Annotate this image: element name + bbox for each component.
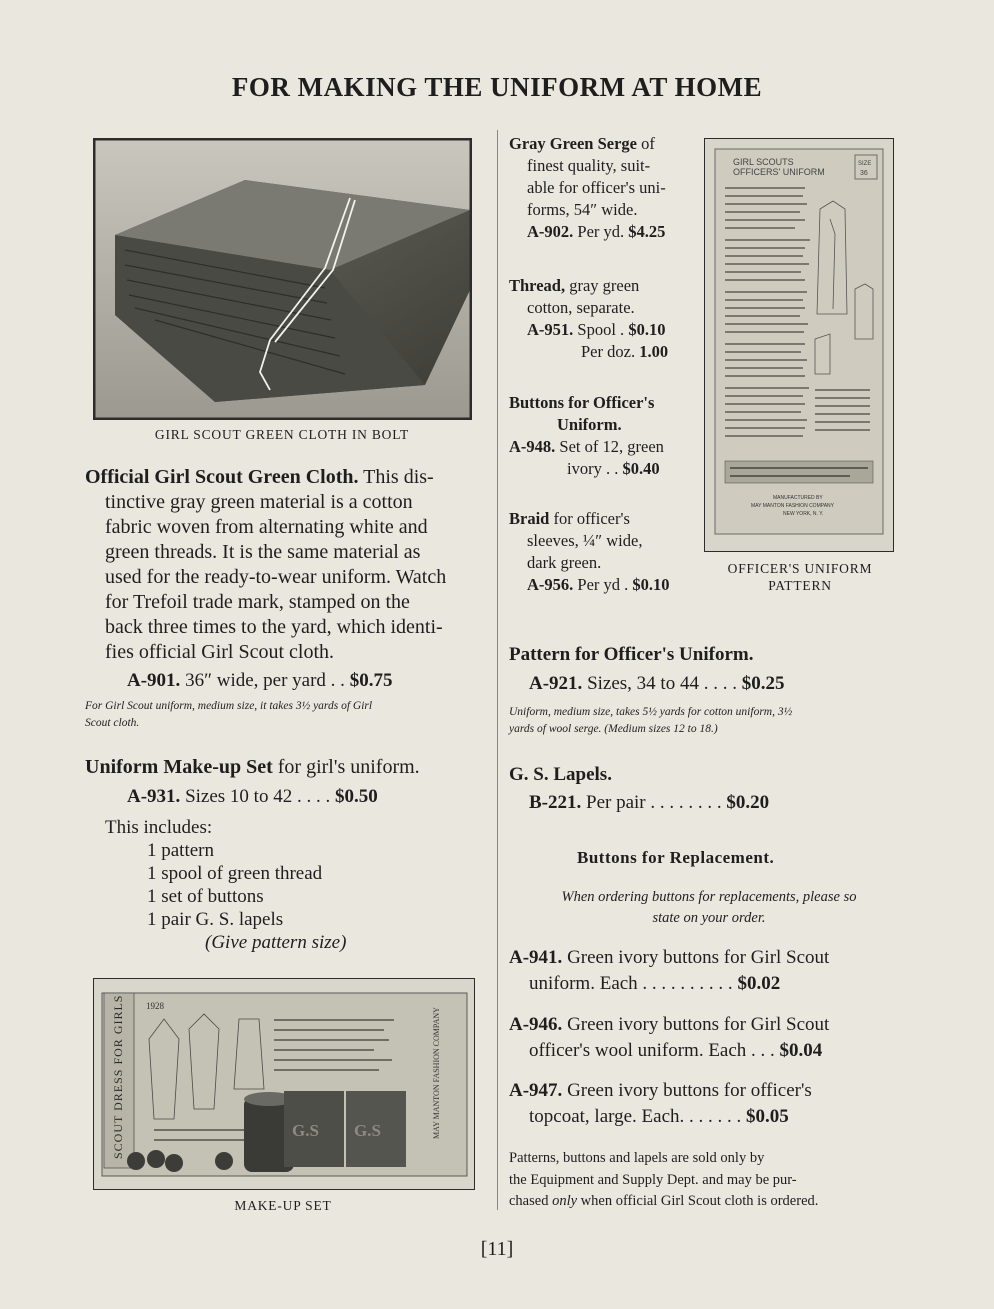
product-code: A-947. [509, 1080, 563, 1101]
product-code: A-901. [127, 670, 181, 691]
list-item: 1 spool of green thread [147, 863, 323, 884]
replacement-heading: Buttons for Replacement. [577, 848, 775, 867]
envelope-title: SCOUT DRESS FOR GIRLS [111, 994, 125, 1159]
cloth-description: Official Girl Scout Green Cloth. This dis- tinctive gray green material is a cotton fabric woven from alternating white and green threads. It is the same material as used for the ready-to-wear uniform. Watch for Trefoil trade mark, stamped on the back three times to the yard, which identi- fies official Girl Scout cloth. [85, 466, 447, 663]
product-code: A-931. [127, 786, 181, 807]
product-code: A-902. [527, 222, 574, 241]
braid-heading: Braid [509, 509, 550, 528]
list-item: 1 pair G. S. lapels [147, 909, 284, 930]
price: $0.05 [746, 1106, 789, 1127]
serge-block: Gray Green Serge of finest quality, suit- able for officer's uni- forms, 54″ wide. A-902. Per yd. $4.25 [509, 134, 666, 241]
thread-heading: Thread, [509, 276, 566, 295]
pattern-note: Uniform, medium size, takes 5½ yards for cotton uniform, 3½ yards of wool serge. (Medium sizes 12 to 18.) [509, 706, 793, 735]
price: $0.50 [334, 786, 378, 807]
pattern-heading: Pattern for Officer's Uniform. [509, 644, 754, 665]
price: $0.20 [726, 792, 770, 813]
lapel-text-2: G.S [354, 1121, 381, 1140]
replacement-note: When ordering buttons for replacements, please so state on your order. [561, 889, 857, 926]
makeup-includes: This includes: [105, 817, 213, 838]
pattern-mfr-2: MAY MANTON FASHION COMPANY [751, 503, 834, 509]
cloth-note: For Girl Scout uniform, medium size, it takes 3½ yards of Girl Scout cloth. [85, 700, 373, 729]
cloth-price-line: A-901. 36″ wide, per yard . . $0.75 [127, 670, 393, 691]
list-item: 1 set of buttons [147, 886, 264, 907]
product-code: A-946. [509, 1014, 563, 1035]
product-code: A-956. [527, 575, 574, 594]
officer-buttons-block: Buttons for Officer's Uniform. A-948. Set of 12, green ivory . . $0.40 [509, 393, 664, 478]
pattern-size-label: SIZE [858, 161, 872, 167]
pattern-size: 36 [860, 170, 868, 177]
price: $0.10 [632, 575, 670, 594]
page-title: FOR MAKING THE UNIFORM AT HOME [231, 72, 763, 102]
product-code: B-221. [529, 792, 582, 813]
makeup-set-photo [93, 978, 475, 1190]
serge-heading: Gray Green Serge [509, 134, 637, 153]
pattern-mfr-1: MANUFACTURED BY [773, 495, 823, 501]
makeup-items-list [147, 839, 322, 931]
pattern-title-1: GIRL SCOUTS [733, 157, 794, 167]
price: 1.00 [639, 342, 669, 361]
product-code: A-941. [509, 947, 563, 968]
cloth-bolt-caption: GIRL SCOUT GREEN CLOTH IN BOLT [154, 427, 410, 442]
replacement-item: A-947. Green ivory buttons for officer's topcoat, large. Each. . . . . . . $0.05 [509, 1080, 812, 1127]
column-divider [497, 130, 498, 1210]
price: $0.10 [628, 320, 666, 339]
list-item: 1 pattern [147, 840, 215, 861]
cloth-heading: Official Girl Scout Green Cloth. [85, 466, 359, 488]
envelope-year: 1928 [146, 1001, 164, 1011]
braid-block: Braid for officer's sleeves, ¼″ wide, dark green. A-956. Per yd . $0.10 [509, 509, 670, 594]
thread-block: Thread, gray green cotton, separate. A-951. Spool . $0.10 Per doz. 1.00 [509, 276, 669, 361]
pattern-mfr-3: NEW YORK, N. Y. [783, 511, 824, 517]
officer-pattern-caption: OFFICER'S UNIFORM PATTERN [727, 561, 873, 593]
price: $0.40 [622, 459, 660, 478]
price: $0.02 [737, 973, 781, 994]
page-number: [11] [480, 1238, 514, 1260]
cloth-bolt-photo [93, 138, 472, 420]
price: $0.04 [779, 1040, 823, 1061]
pattern-price-line: A-921. Sizes, 34 to 44 . . . . $0.25 [529, 673, 785, 694]
officer-pattern-image [704, 138, 894, 552]
price: $0.25 [741, 673, 785, 694]
lapels-heading: G. S. Lapels. [509, 764, 612, 785]
product-code: A-921. [529, 673, 583, 694]
makeup-set-caption: MAKE-UP SET [234, 1198, 332, 1213]
makeup-heading: Uniform Make-up Set [85, 756, 273, 778]
price: $0.75 [349, 670, 393, 691]
replacement-footer: Patterns, buttons and lapels are sold only by the Equipment and Supply Dept. and may be pur- chased only when official Girl Scout cloth is ordered. [509, 1150, 819, 1209]
envelope-maker: MAY MANTON FASHION COMPANY [432, 1007, 441, 1139]
product-code: A-948. [509, 437, 556, 456]
price: $4.25 [628, 222, 666, 241]
makeup-price-line: A-931. Sizes 10 to 42 . . . . $0.50 [127, 786, 378, 807]
lapel-text-1: G.S [292, 1121, 319, 1140]
replacement-item: A-941. Green ivory buttons for Girl Scout uniform. Each . . . . . . . . . . $0.02 [509, 947, 830, 994]
makeup-heading-line: Uniform Make-up Set for girl's uniform. [85, 756, 420, 778]
lapels-price-line: B-221. Per pair . . . . . . . . $0.20 [529, 792, 770, 813]
pattern-title-2: OFFICERS' UNIFORM [733, 167, 825, 177]
product-code: A-951. [527, 320, 574, 339]
makeup-note: (Give pattern size) [205, 932, 347, 953]
replacement-item: A-946. Green ivory buttons for Girl Scout officer's wool uniform. Each . . . $0.04 [509, 1014, 830, 1061]
